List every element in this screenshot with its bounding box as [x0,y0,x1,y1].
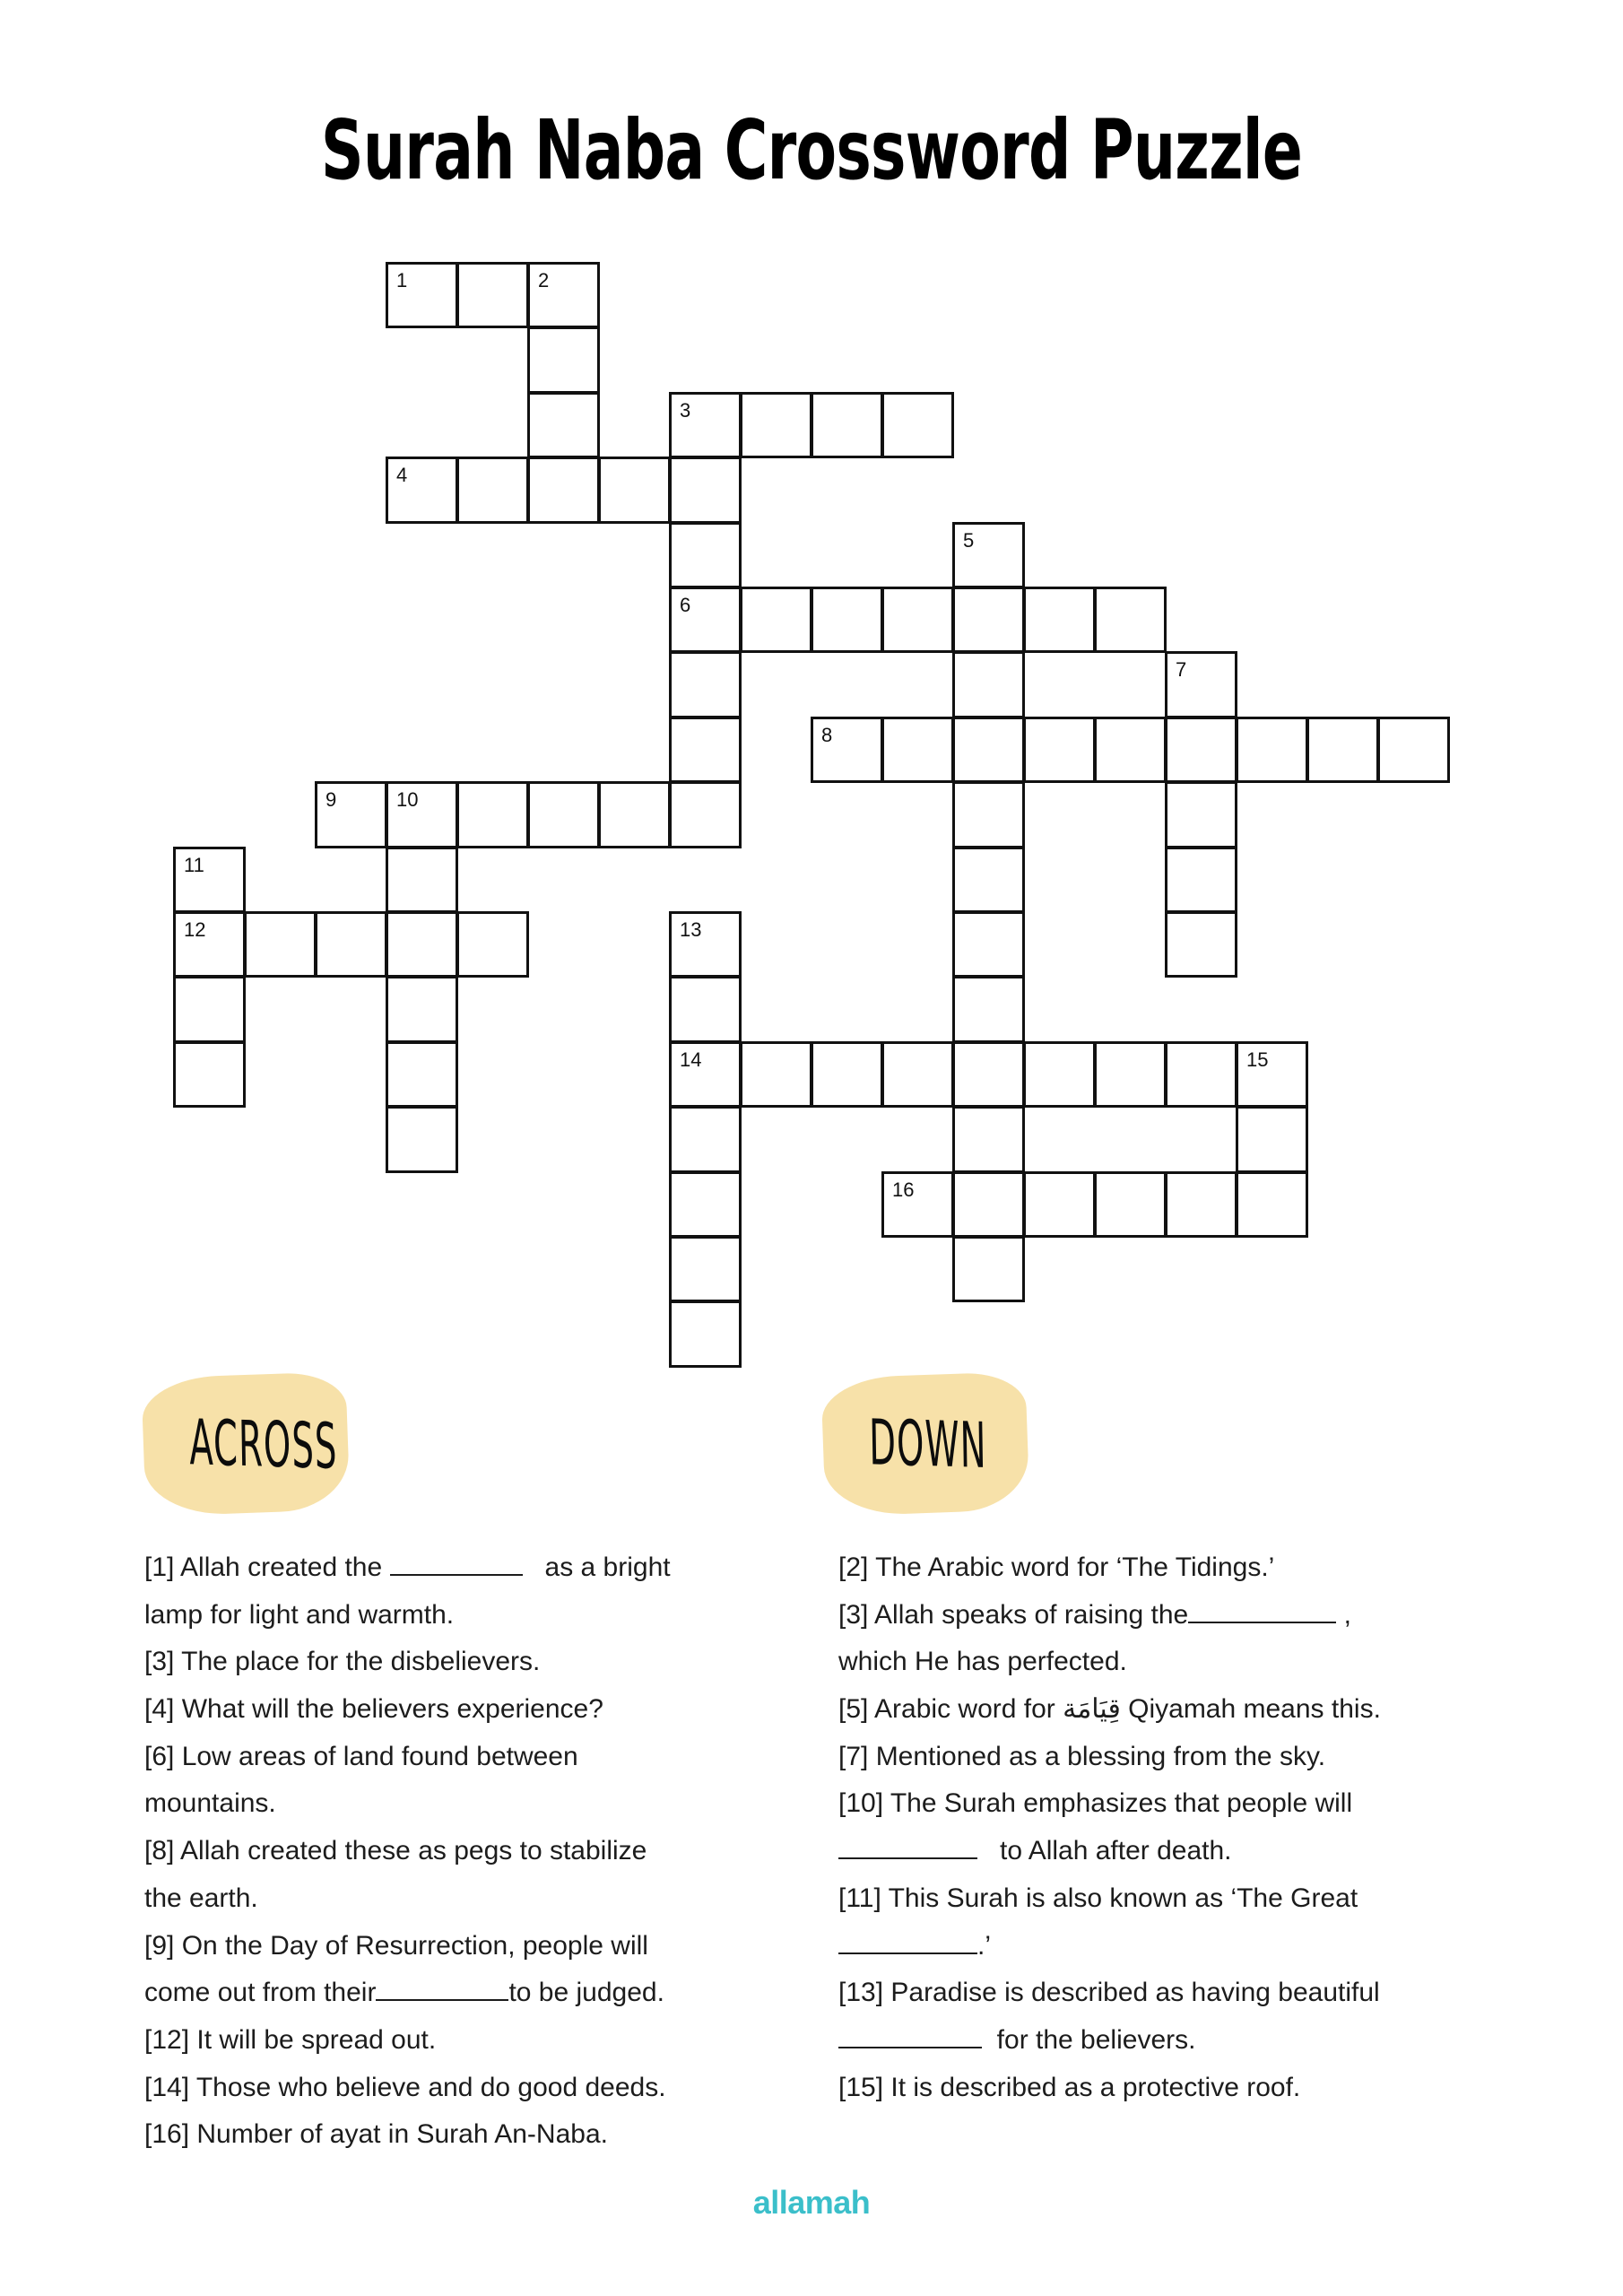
grid-cell[interactable] [669,1171,742,1238]
crossword-grid [174,263,1465,1375]
grid-cell[interactable] [1165,781,1237,848]
clue-text: as a bright [522,1552,671,1582]
grid-cell[interactable] [456,262,529,328]
grid-cell[interactable] [1165,1041,1237,1108]
clue-number: 6 [680,594,691,616]
down-heading: DOWN [868,1405,988,1483]
grid-cell[interactable] [1165,847,1237,913]
grid-cell-11[interactable] [173,847,246,913]
grid-cell-15[interactable] [1236,1041,1308,1108]
grid-cell[interactable] [669,651,742,718]
grid-cell[interactable] [1023,717,1096,783]
answer-blank [838,1834,977,1859]
answer-blank [838,2023,982,2048]
grid-cell[interactable] [952,781,1025,848]
grid-cell-14[interactable] [669,1041,742,1108]
clue-text: [14] Those who believe and do good deeds. [144,2072,666,2102]
grid-cell-1[interactable] [386,262,458,328]
grid-cell-2[interactable] [527,262,600,328]
clue-text: [2] The Arabic word for ‘The Tidings.’ [838,1552,1275,1582]
grid-cell[interactable] [1165,911,1237,978]
clue-line [838,1875,1502,1923]
grid-cell[interactable] [669,457,742,523]
clue-number: 1 [396,269,408,291]
clue-text: [7] Mentioned as a blessing from the sky. [838,1741,1326,1771]
grid-cell[interactable] [952,911,1025,978]
grid-cell[interactable] [244,911,317,978]
grid-cell-8[interactable] [811,717,883,783]
grid-cell[interactable] [173,976,246,1042]
across-badge [141,1371,350,1517]
grid-cell[interactable] [386,1106,458,1172]
clue-text: , [1336,1599,1351,1630]
grid-cell[interactable] [811,1041,883,1108]
grid-cell[interactable] [1094,1041,1167,1108]
clue-text: [10] The Surah emphasizes that people will [838,1788,1353,1819]
clue-line [144,1734,772,1781]
answer-blank [390,1551,523,1576]
grid-cell[interactable] [669,781,742,848]
clue-number: 2 [538,269,550,291]
grid-cell[interactable] [952,976,1025,1042]
grid-cell[interactable] [1023,1171,1096,1238]
grid-cell[interactable] [527,781,600,848]
grid-cell-3[interactable] [669,392,742,458]
grid-cell[interactable] [386,976,458,1042]
clue-text: for the believers. [982,2024,1196,2055]
grid-cell-16[interactable] [881,1171,954,1238]
grid-cell[interactable] [952,1106,1025,1172]
clue-number: 15 [1246,1048,1269,1071]
clue-text: [12] It will be spread out. [144,2024,437,2055]
clue-text: [15] It is described as a protective roof. [838,2072,1301,2102]
clue-text: [3] The place for the disbelievers. [144,1647,541,1677]
grid-cell-5[interactable] [952,522,1025,588]
clue-line [144,1780,772,1828]
clue-line [144,1686,772,1734]
grid-cell[interactable] [669,1106,742,1172]
grid-cell[interactable] [1094,587,1167,653]
grid-cell[interactable] [811,392,883,458]
clue-number: 12 [184,918,206,941]
across-heading: ACROSS [188,1405,339,1483]
grid-cell[interactable] [1094,1171,1167,1238]
clue-number: 3 [680,398,691,422]
clue-number: 14 [680,1048,702,1071]
clue-line [838,1592,1502,1639]
clue-number: 16 [892,1178,915,1201]
clue-text: [1] Allah created the [144,1552,390,1582]
grid-cell-9[interactable] [315,781,387,848]
clue-text: [4] What will the believers experience? [144,1694,603,1725]
clue-line [144,1592,772,1639]
clue-line [838,1734,1502,1781]
grid-cell[interactable] [669,1300,742,1367]
grid-cell[interactable] [952,651,1025,718]
grid-cell-7[interactable] [1165,651,1237,718]
grid-cell[interactable] [669,1236,742,1302]
clue-text: [3] Allah speaks of raising the [838,1599,1189,1630]
grid-cell[interactable] [1236,1171,1308,1238]
down-clue-list [838,1544,1502,2111]
grid-cell[interactable] [952,847,1025,913]
clue-text: mountains. [144,1788,276,1819]
grid-cell[interactable] [386,1041,458,1108]
grid-cell[interactable] [952,1041,1025,1108]
grid-cell-6[interactable] [669,587,742,653]
grid-cell[interactable] [527,457,600,523]
grid-cell[interactable] [315,911,387,978]
clue-line [838,2017,1502,2065]
clue-line [838,1639,1502,1686]
clue-number: 8 [821,723,833,746]
answer-blank [1188,1598,1336,1623]
clue-line [144,2065,772,2112]
grid-cell[interactable] [1023,587,1096,653]
grid-cell[interactable] [952,717,1025,783]
clue-text: [13] Paradise is described as having beautiful [838,1978,1380,2008]
grid-cell[interactable] [952,1236,1025,1302]
clue-text: come out from their [144,1978,377,2008]
clue-line [144,1923,772,1970]
clue-line [838,1923,1502,1970]
clue-text: which He has perfected. [838,1647,1127,1677]
clue-text: [16] Number of ayat in Surah An-Naba. [144,2119,608,2150]
clue-text: [5] Arabic word for قِيَامَة Qiyamah means this. [838,1694,1381,1725]
clue-line [144,1544,772,1592]
grid-cell[interactable] [1236,1106,1308,1172]
clue-number: 11 [184,853,204,876]
clue-text: to be judged. [508,1978,664,2008]
grid-cell[interactable] [456,911,529,978]
grid-cell[interactable] [669,522,742,588]
clue-number: 7 [1176,658,1187,682]
clue-text: [9] On the Day of Resurrection, people will [144,1930,648,1961]
grid-cell[interactable] [386,911,458,978]
clue-text: the earth. [144,1883,258,1913]
grid-cell[interactable] [1165,717,1237,783]
clue-text: [11] This Surah is also known as ‘The Great [838,1883,1358,1913]
grid-cell[interactable] [1094,717,1167,783]
clue-number: 10 [396,788,419,812]
clue-line [838,2065,1502,2112]
grid-cell[interactable] [173,1041,246,1108]
grid-cell[interactable] [1377,717,1450,783]
grid-cell[interactable] [669,976,742,1042]
clue-number: 5 [963,528,975,552]
grid-cell[interactable] [740,1041,812,1108]
grid-cell[interactable] [881,392,954,458]
grid-cell-10[interactable] [386,781,458,848]
grid-cell[interactable] [527,326,600,393]
down-badge [820,1371,1029,1517]
clue-line [838,1544,1502,1592]
grid-cell-12[interactable] [173,911,246,978]
clue-line [838,1780,1502,1828]
clue-text: [6] Low areas of land found between [144,1741,578,1771]
clue-line [144,2017,772,2065]
grid-cell[interactable] [881,1041,954,1108]
clue-number: 4 [396,464,408,487]
grid-cell[interactable] [456,781,529,848]
grid-cell[interactable] [952,587,1025,653]
grid-cell[interactable] [598,781,671,848]
grid-cell[interactable] [386,847,458,913]
grid-cell[interactable] [1306,717,1379,783]
clue-line [144,1639,772,1686]
allamah-logo: allamah [752,2184,871,2221]
clue-text: to Allah after death. [977,1836,1232,1866]
clue-text: .’ [977,1930,991,1961]
grid-cell[interactable] [1023,1041,1096,1108]
clue-line [838,1970,1502,2017]
grid-cell[interactable] [881,717,954,783]
across-clue-list [144,1544,772,2159]
grid-cell[interactable] [1236,717,1308,783]
grid-cell[interactable] [811,587,883,653]
grid-cell[interactable] [1165,1171,1237,1238]
grid-cell[interactable] [740,587,812,653]
clue-text: [8] Allah created these as pegs to stabilize [144,1836,647,1866]
grid-cell[interactable] [952,1171,1025,1238]
clue-line [144,1875,772,1923]
clue-line [838,1686,1502,1734]
clue-line [838,1828,1502,1875]
grid-cell[interactable] [669,717,742,783]
grid-cell[interactable] [456,457,529,523]
clue-line [144,1970,772,2017]
grid-cell[interactable] [740,392,812,458]
page-title: Surah Naba Crossword Puzzle [320,102,1303,198]
grid-cell[interactable] [527,392,600,458]
grid-cell[interactable] [881,587,954,653]
answer-blank [838,1929,977,1954]
clue-number: 9 [325,788,337,812]
clue-line [144,1828,772,1875]
answer-blank [376,1976,508,2001]
clue-text: lamp for light and warmth. [144,1599,455,1630]
clue-line [144,2111,772,2159]
grid-cell[interactable] [598,457,671,523]
clue-number: 13 [680,918,702,941]
grid-cell-4[interactable] [386,457,458,523]
grid-cell-13[interactable] [669,911,742,978]
